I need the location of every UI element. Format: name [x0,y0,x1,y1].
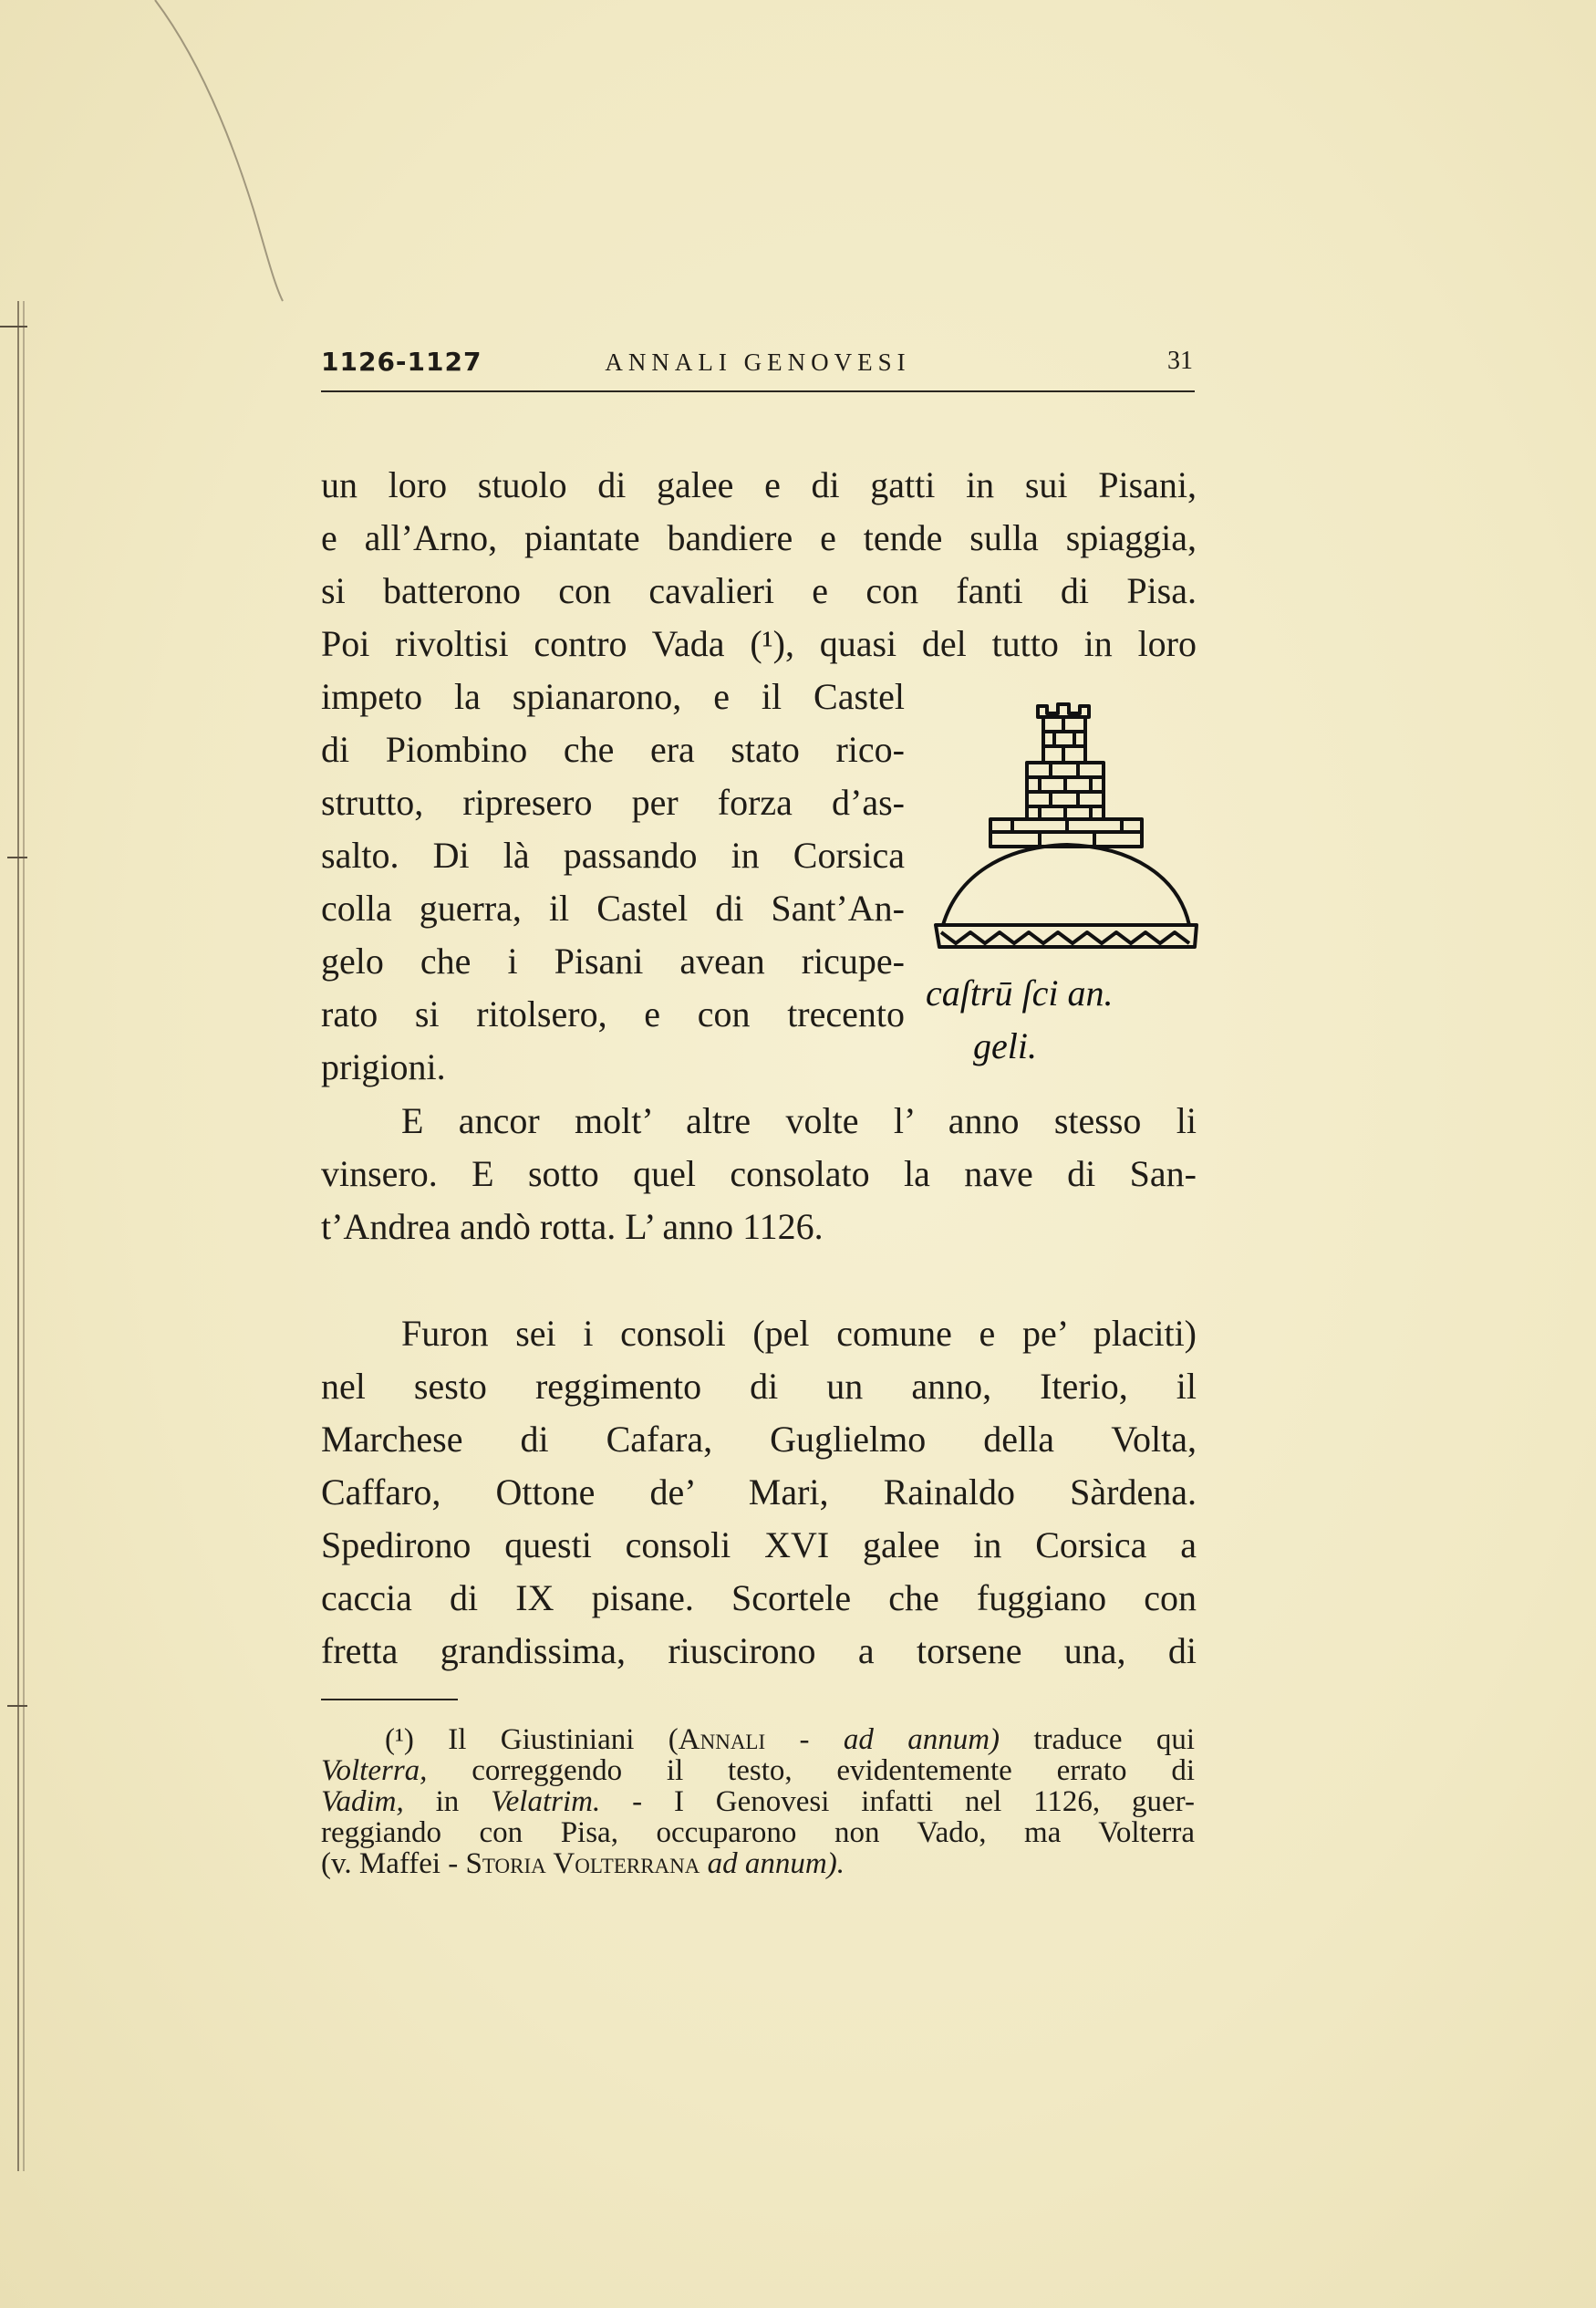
caption-line: caſtrū ſci an. [926,972,1114,1014]
footnote-line [321,1848,1195,1879]
footnote-text: (v. Maffei - [321,1847,466,1880]
footnote-text: Storia Volterrana [465,1847,700,1880]
footnote-rule [321,1699,458,1700]
text-line: Furon sei i consoli (pel comune e pe’ placiti) [401,1313,1197,1354]
text-line: rato si ritolsero, e con trecento [321,993,905,1034]
footnote-text: Il Giustiniani ( [448,1723,679,1756]
text-line: Spedirono questi consoli XVI galee in Corsica a [321,1524,1197,1565]
text-line: E ancor molt’ altre volte l’ anno stesso li [401,1100,1197,1141]
page-number: 31 [1167,347,1193,375]
footnote-line [321,1724,1195,1755]
footnote-text: Vadim, [321,1785,404,1818]
text-line: impeto la spianarono, e il Castel [321,676,905,717]
caption-line: geli. [973,1025,1037,1066]
footnote-text: correggendo il testo, evidentemente errato di [427,1754,1195,1787]
footnote [321,1724,1195,1879]
text-line: si batterono con cavalieri e con fanti di Pisa. [321,570,1197,611]
footnote-text: in [403,1785,492,1818]
paragraph-3 [321,1307,1197,1678]
footnote-text: - I Genovesi infatti nel 1126, guer- [600,1785,1196,1818]
text-line: di Piombino che era stato rico- [321,729,905,770]
footnote-marker: (¹) [385,1723,414,1756]
text-line: colla guerra, il Castel di Sant’An- [321,888,905,929]
text-line: strutto, ripresero per forza d’as- [321,782,905,823]
text-line: un loro stuolo di galee e di gatti in sui Pisani, [321,464,1197,505]
header-years: 1126-1127 [321,347,482,377]
footnote-text: Volterra, [321,1754,428,1787]
text-line: prigioni. [321,1046,446,1087]
paragraph-2 [321,1095,1197,1253]
text-line: salto. Di là passando in Corsica [321,835,905,876]
footnote-text: - [765,1723,844,1756]
footnote-text: Annali [678,1723,766,1756]
text-line: nel sesto reggimento di un anno, Iterio, il [321,1366,1197,1407]
text-line: vinsero. E sotto quel consolato la nave di San- [321,1153,1197,1194]
binding-thread [0,301,31,2171]
footnote-text [700,1847,707,1880]
footnote-text: traduce qui [1000,1723,1196,1756]
text-line: caccia di IX pisane. Scortele che fuggiano con [321,1577,1197,1618]
text-line: fretta grandissima, riuscirono a torsene una, di [321,1630,1197,1671]
illustration-caption [926,967,1199,1073]
text-line: gelo che i Pisani avean ricupe- [321,941,905,982]
running-header [321,343,1195,392]
footnote-text: ad annum). [707,1847,845,1880]
text-line: t’Andrea andò rotta. L’ anno 1126. [321,1206,824,1247]
footnote-line [321,1755,1195,1786]
header-title: ANNALI GENOVESI [605,348,911,376]
footnote-line [321,1786,1195,1817]
text-line: Caffaro, Ottone de’ Mari, Rainaldo Sàrdena. [321,1471,1197,1513]
footnote-line: reggiando con Pisa, occuparono non Vado, ma Volterra [321,1816,1195,1849]
text-line: Poi rivoltisi contro Vada (¹), quasi del tutto in loro [321,623,1197,664]
text-line: Marchese di Cafara, Guglielmo della Volta, [321,1419,1197,1460]
footnote-text: ad annum) [843,1723,1000,1756]
text-line: e all’Arno, piantate bandiere e tende sulla spiaggia, [321,517,1197,558]
footnote-text: Velatrim. [491,1785,601,1818]
